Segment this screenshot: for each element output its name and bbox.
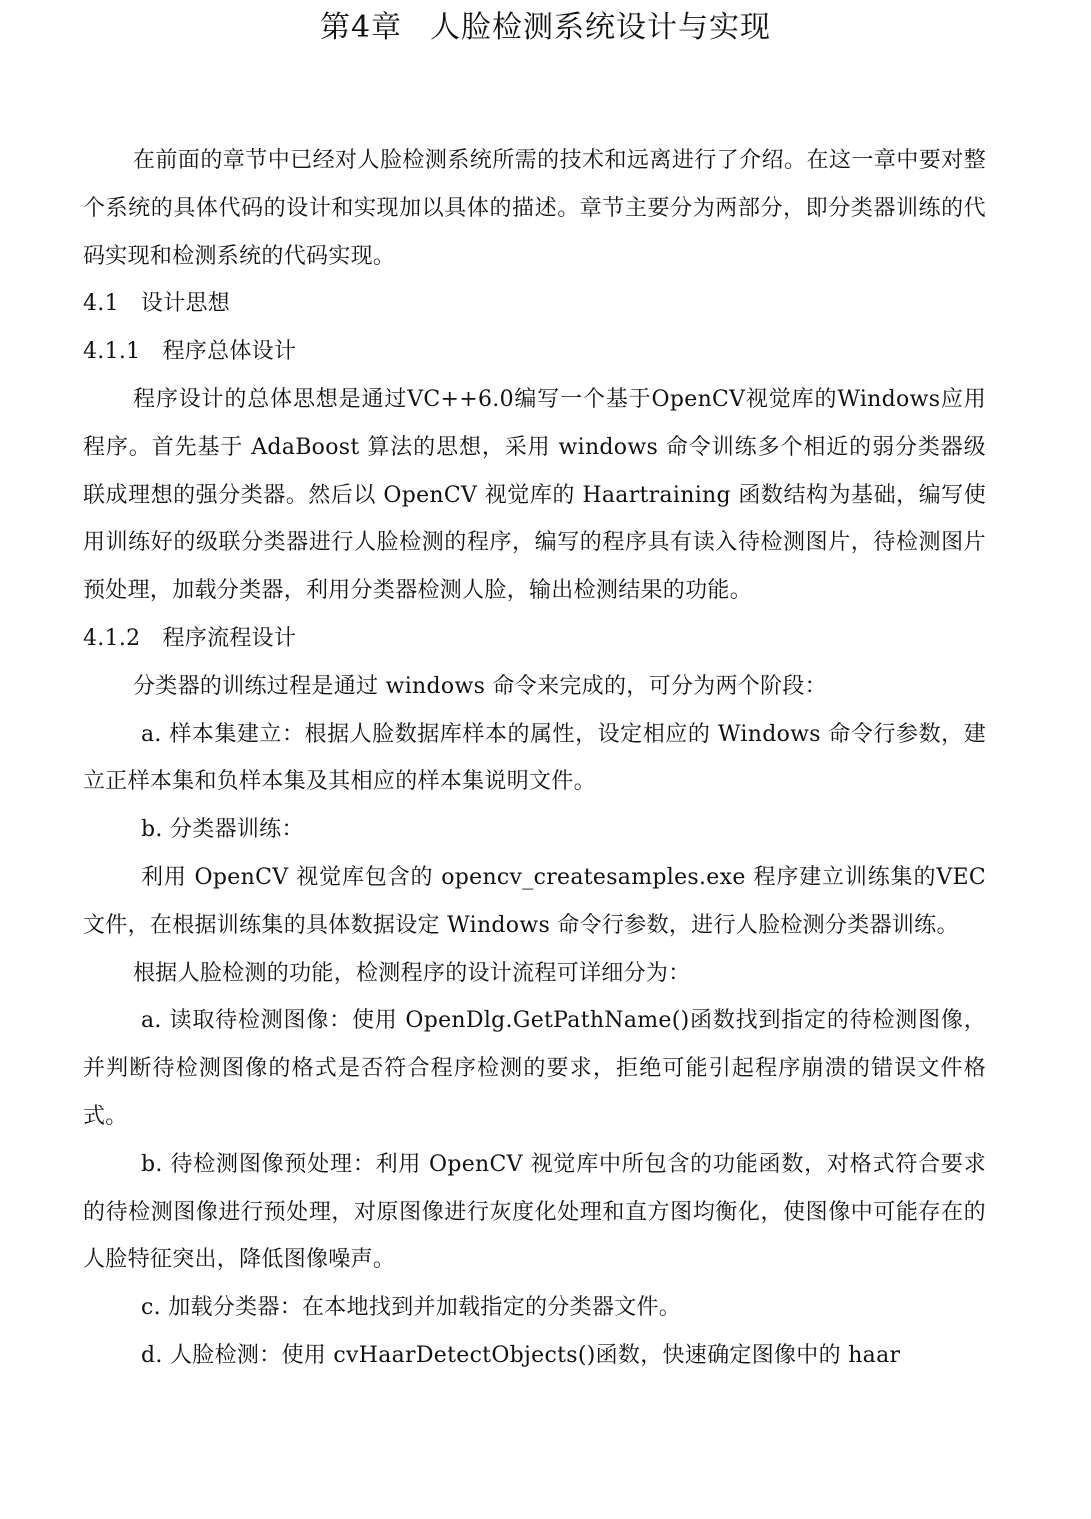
training-intro-paragraph: 分类器的训练过程是通过 windows 命令来完成的，可分为两个阶段：	[133, 673, 827, 699]
detect-intro-paragraph: 根据人脸检测的功能，检测程序的设计流程可详细分为：	[133, 960, 691, 986]
section-number: 4.1	[83, 291, 119, 317]
section-number: 4.1.2	[83, 625, 141, 651]
section-title: 设计思想	[140, 291, 231, 317]
section-heading-4-1	[83, 280, 986, 328]
document-body	[83, 137, 986, 1380]
chapter-number: 第4章	[319, 10, 403, 45]
detect-step-b: b. 待检测图像预处理：利用 OpenCV 视觉库中所包含的功能函数，对格式符合要求的待检测图像进行预处理，对原图像进行灰度化处理和直方图均衡化，使图像中可能存在的人脸特征突出，降低图像噪声。	[83, 1151, 986, 1273]
detect-step-c: c. 加载分类器：在本地找到并加载指定的分类器文件。	[141, 1295, 682, 1321]
training-step-a: a. 样本集建立：根据人脸数据库样本的属性，设定相应的 Windows 命令行参数，建立正样本集和负样本集及其相应的样本集说明文件。	[83, 721, 986, 795]
section-title: 程序流程设计	[162, 625, 297, 651]
section-title: 程序总体设计	[162, 339, 297, 365]
training-step-b-detail: 利用 OpenCV 视觉库包含的 opencv_createsamples.exe 程序建立训练集的VEC 文件，在根据训练集的具体数据设定 Windows 命令行参数，进行人脸检测分类器训练。	[83, 864, 986, 938]
section-heading-4-1-2	[83, 615, 986, 663]
chapter-title	[0, 8, 1091, 48]
section-heading-4-1-1	[83, 328, 986, 376]
training-step-b: b. 分类器训练：	[141, 817, 304, 843]
intro-paragraph: 在前面的章节中已经对人脸检测系统所需的技术和远离进行了介绍。在这一章中要对整个系统的具体代码的设计和实现加以具体的描述。章节主要分为两部分，即分类器训练的代码实现和检测系统的代码实现。	[83, 148, 986, 269]
section-number: 4.1.1	[83, 339, 141, 365]
chapter-name: 人脸检测系统设计与实现	[430, 10, 772, 45]
overall-design-paragraph: 程序设计的总体思想是通过VC++6.0编写一个基于OpenCV视觉库的Windows应用程序。首先基于 AdaBoost 算法的思想，采用 windows 命令训练多个相近的弱分类器级联成理想的强分类器。然后以 OpenCV 视觉库的 Haartraining 函数结构为基础，编写使用训练好的级联分类器进行人脸检测的程序，编写的程序具有读入待检测图片，待检测图片预处理，加载分类器，利用分类器检测人脸，输出检测结果的功能。	[83, 386, 986, 604]
detect-step-a: a. 读取待检测图像：使用 OpenDlg.GetPathName()函数找到指定的待检测图像，并判断待检测图像的格式是否符合程序检测的要求，拒绝可能引起程序崩溃的错误文件格式。	[83, 1008, 986, 1129]
detect-step-d: d. 人脸检测：使用 cvHaarDetectObjects()函数，快速确定图像中的 haar	[141, 1342, 901, 1368]
